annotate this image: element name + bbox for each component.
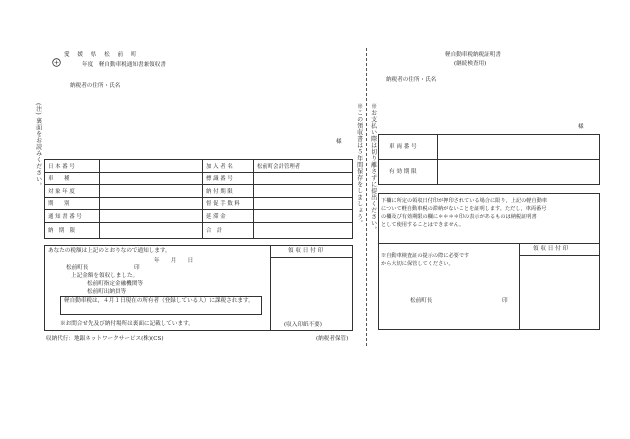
info-table: [44, 159, 353, 239]
total-label: 合 計: [203, 222, 254, 238]
table-cell-value: [254, 210, 353, 223]
received-line: 上記金額を領収しました。: [71, 273, 139, 279]
cert-payer-label: 納税者の住所・氏名: [386, 77, 437, 83]
amount-label: 納 期 限: [45, 222, 100, 238]
table-row: [45, 185, 353, 198]
cert-subtitle: (継続検査用): [454, 61, 487, 67]
date-line: 年 月 日: [154, 258, 194, 264]
table-cell-label: 通 知 書 番 号: [45, 210, 100, 223]
org-line: 愛 媛 県 松 前 町: [64, 52, 140, 58]
table-cell-label: 納 付 期 限: [203, 185, 254, 198]
footer-keep: (納税者保管): [316, 336, 349, 342]
notice-title: 年度 軽自動車税通知書兼領収書: [82, 62, 166, 68]
table-cell-label: 標 識 番 号: [203, 172, 254, 185]
total-value: [254, 222, 353, 238]
org-seal-icon: [52, 52, 61, 71]
table-cell-value: [254, 172, 353, 185]
cut-line: [366, 48, 367, 346]
notice-vertical: (注) 裏面をお読みください。: [34, 103, 42, 190]
stamp-title-left: 領 収 日 付 印: [288, 248, 324, 254]
table-cell-label: 日 本 番 号: [45, 160, 100, 173]
table-cell-label: 延 滞 金: [203, 210, 254, 223]
cert-seal: 印: [502, 298, 508, 304]
table-row: [45, 172, 353, 185]
table-row: [45, 197, 353, 210]
footer-agent: 収納代行：地銀ネットワークサービス(株)(CS): [46, 336, 164, 342]
table-cell-value: [100, 210, 203, 223]
table-cell-label: 督 促 手 数 料: [203, 197, 254, 210]
sama-label: 様: [336, 139, 342, 145]
table-cell-label: 加 入 者 名: [203, 160, 254, 173]
table-cell-value: [100, 160, 203, 173]
table-row: [45, 160, 353, 173]
cert-note-1: ※自動車検査証の提示の際に必要です: [381, 253, 470, 259]
cert-sama: 様: [578, 124, 584, 130]
mayor-line: 松前町長: [66, 265, 89, 271]
amount-value: [100, 222, 203, 238]
cert-title: 軽自動車税納税証明書: [445, 52, 501, 58]
table-cell-label: 期 別: [45, 197, 100, 210]
inquiry-note: ※お問合せ先及び納付場所は裏面に記載しています。: [60, 321, 194, 327]
valid-period-label: 有 効 期 限: [389, 169, 417, 175]
cert-note-2: から大切に保管してください。: [381, 261, 454, 267]
cert-text-3: の欄及び有効期限の欄に＊＊＊＊印の表示があるものは納税証明書: [381, 214, 537, 220]
table-cell-value: [100, 197, 203, 210]
mayor-seal: 印: [134, 265, 140, 271]
cert-text-1: 下欄に所定の領収日付印が押印されている場合に限り，上記の軽自動車: [381, 198, 548, 204]
receipt-message: あなたの税額は上記のとおりなので通知します。: [48, 248, 171, 254]
stamp-note: (収入印紙不要): [284, 322, 322, 328]
payer-label: 納税者の住所・氏名: [70, 83, 121, 89]
stamp-title-right: 領 収 日 付 印: [533, 246, 569, 252]
joiner-value: 松前町会計管理者: [254, 160, 353, 173]
table-cell-value: [100, 185, 203, 198]
table-cell-label: 対 象 年 度: [45, 185, 100, 198]
cert-mayor: 松前町長: [410, 298, 433, 304]
table-cell-value: [254, 197, 353, 210]
table-row: [45, 210, 353, 223]
bank-line-1: 松前町指定金融機関等: [87, 281, 143, 287]
cert-text-2: について軽自動車税の滞納がないことを証明します。ただし，車両番号: [381, 206, 547, 212]
vehicle-number-label: 車 両 番 号: [389, 144, 417, 150]
table-row-amount: [45, 222, 353, 238]
table-cell-value: [100, 172, 203, 185]
keep-notice-vertical: ※この領収書は５年間保存をしましょう。: [355, 103, 363, 227]
cut-notice-vertical: ※お支払い際は切り離さずに提出ください。: [369, 103, 377, 233]
bank-line-2: 松前町出納員等: [87, 289, 127, 295]
tax-notice-text: 軽自動車税は，４月１日現在の所有者（登録している人）に課税されます。: [64, 298, 254, 304]
table-cell-label: 車 種: [45, 172, 100, 185]
table-cell-value: [254, 185, 353, 198]
cert-text-4: として使用することはできません。: [381, 222, 465, 228]
